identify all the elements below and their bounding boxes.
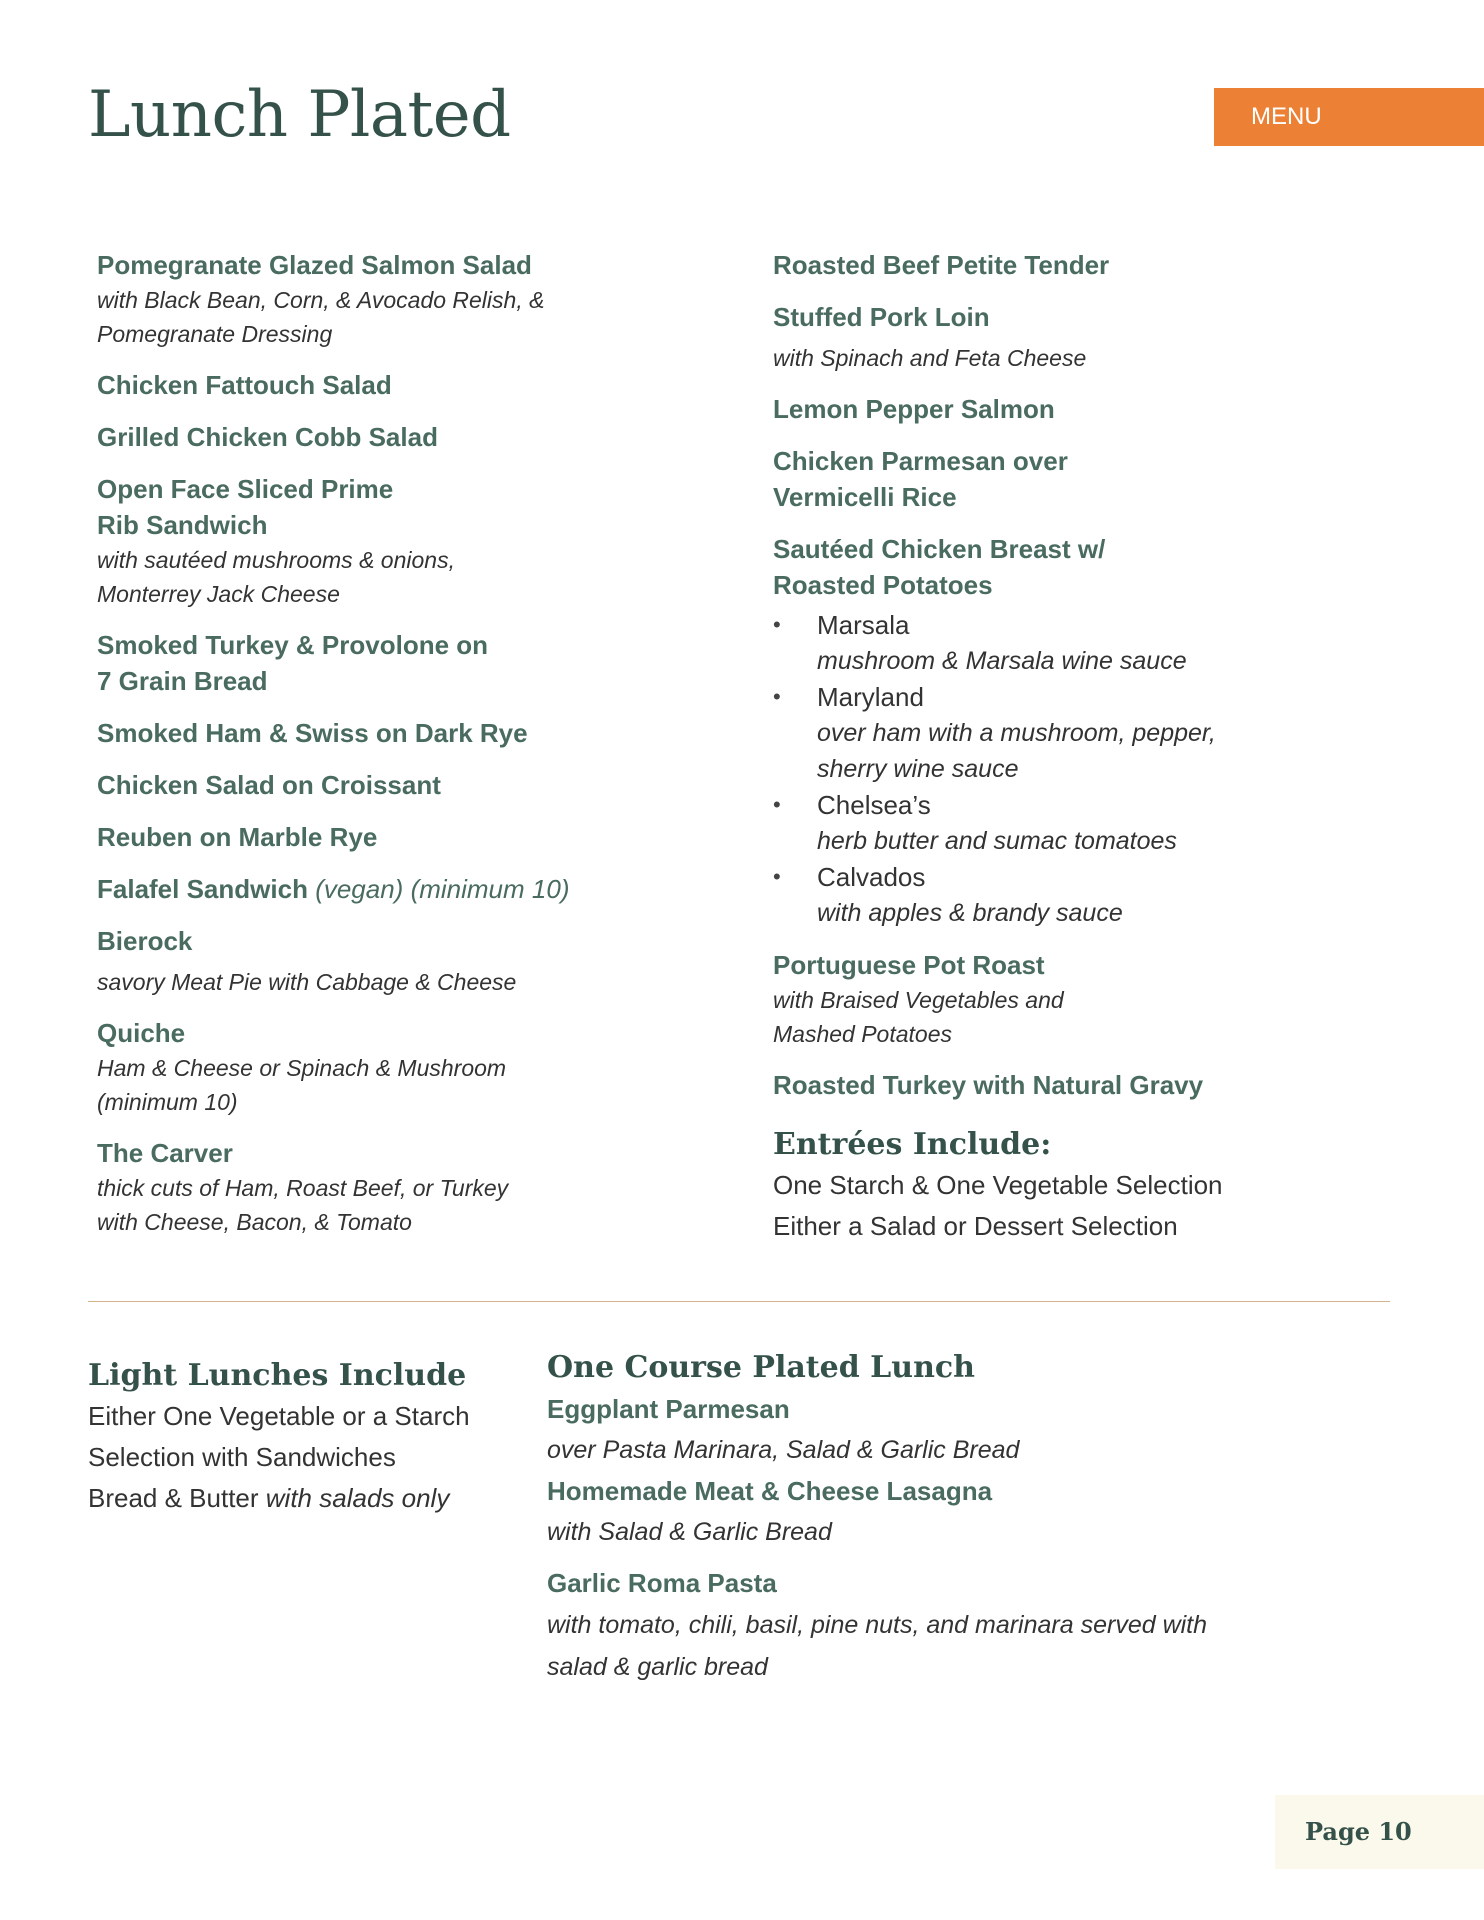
bullet: •	[773, 864, 781, 889]
menu-item-portuguese-pot-roast	[773, 947, 1293, 1051]
menu-item-quiche	[97, 1015, 657, 1119]
item-title: Rib Sandwich	[97, 510, 268, 540]
left-menu-column	[97, 247, 657, 1255]
item-title: Eggplant Parmesan	[547, 1394, 790, 1424]
item-title: Garlic Roma Pasta	[547, 1568, 777, 1598]
item-description: with Cheese, Bacon, & Tomato	[97, 1209, 412, 1235]
menu-tab[interactable]: MENU	[1214, 88, 1484, 146]
light-lunches-heading: Light Lunches Include	[88, 1358, 467, 1393]
entrees-include	[773, 1125, 1293, 1247]
item-title: Homemade Meat & Cheese Lasagna	[547, 1476, 993, 1506]
item-note: (vegan) (minimum 10)	[315, 874, 570, 904]
light-lunches-line	[88, 1478, 508, 1519]
light-lunches-line: Either One Vegetable or a Starch	[88, 1401, 470, 1431]
light-lunches-line: Selection with Sandwiches	[88, 1442, 396, 1472]
page-title: Lunch Plated	[88, 78, 511, 152]
item-title-text: Falafel Sandwich	[97, 874, 308, 904]
menu-item-eggplant-parmesan	[547, 1388, 1307, 1470]
item-description: Ham & Cheese or Spinach & Mushroom	[97, 1055, 507, 1081]
variety-description: with apples & brandy sauce	[817, 899, 1123, 927]
item-title: Stuffed Pork Loin	[773, 302, 990, 332]
item-description: Pomegranate Dressing	[97, 321, 333, 347]
variety-description: mushroom & Marsala wine sauce	[817, 647, 1187, 675]
list-item	[773, 787, 1293, 859]
menu-item-ham-swiss	[97, 715, 657, 751]
includes-line: One Starch & One Vegetable Selection	[773, 1170, 1223, 1200]
menu-item-fattouch-salad	[97, 367, 657, 403]
item-title: Vermicelli Rice	[773, 482, 957, 512]
item-description: over Pasta Marinara, Salad & Garlic Bread	[547, 1436, 1020, 1464]
item-description: with Spinach and Feta Cheese	[773, 345, 1087, 371]
item-title: Bierock	[97, 926, 193, 956]
item-title: Smoked Turkey & Provolone on	[97, 630, 489, 660]
item-description: Monterrey Jack Cheese	[97, 581, 340, 607]
item-title: Roasted Potatoes	[773, 570, 993, 600]
list-item	[773, 607, 1293, 679]
menu-item-bierock	[97, 923, 657, 999]
item-description: with tomato, chili, basil, pine nuts, and marinara served with	[547, 1611, 1208, 1639]
bread-line: Bread & Butter	[88, 1483, 259, 1513]
item-description: with Braised Vegetables and	[773, 987, 1064, 1013]
item-title: Lemon Pepper Salmon	[773, 394, 1055, 424]
menu-item-salmon-salad	[97, 247, 657, 351]
item-description: savory Meat Pie with Cabbage & Cheese	[97, 969, 517, 995]
bullet: •	[773, 612, 781, 637]
item-title: Grilled Chicken Cobb Salad	[97, 422, 438, 452]
menu-item-prime-rib-sandwich	[97, 471, 657, 611]
variety-name: Maryland	[817, 682, 924, 712]
list-item	[773, 679, 1293, 787]
item-title: Sautéed Chicken Breast w/	[773, 534, 1106, 564]
menu-item-stuffed-pork-loin	[773, 299, 1293, 375]
menu-item-turkey-provolone	[97, 627, 657, 699]
item-title: Roasted Beef Petite Tender	[773, 250, 1110, 280]
bullet: •	[773, 684, 781, 709]
item-title: Portuguese Pot Roast	[773, 950, 1045, 980]
menu-item-roasted-turkey	[773, 1067, 1293, 1103]
menu-item-lemon-pepper-salmon	[773, 391, 1293, 427]
item-title: 7 Grain Bread	[97, 666, 268, 696]
one-course-section	[547, 1348, 1307, 1688]
menu-item-cobb-salad	[97, 419, 657, 455]
item-description: thick cuts of Ham, Roast Beef, or Turkey	[97, 1175, 509, 1201]
item-description: salad & garlic bread	[547, 1653, 768, 1681]
item-title: Open Face Sliced Prime	[97, 474, 394, 504]
menu-item-sauteed-chicken-breast	[773, 531, 1293, 931]
list-item	[773, 859, 1293, 931]
chicken-variety-list	[773, 607, 1293, 931]
item-description: with Black Bean, Corn, & Avocado Relish, &	[97, 287, 545, 313]
includes-line: Either a Salad or Dessert Selection	[773, 1211, 1178, 1241]
menu-item-garlic-roma-pasta	[547, 1562, 1307, 1688]
menu-item-chicken-salad-croissant	[97, 767, 657, 803]
section-divider	[88, 1301, 1390, 1302]
menu-item-chicken-parmesan	[773, 443, 1293, 515]
menu-item-the-carver	[97, 1135, 657, 1239]
variety-name: Calvados	[817, 862, 926, 892]
variety-description: sherry wine sauce	[817, 755, 1019, 783]
item-title: Roasted Turkey with Natural Gravy	[773, 1070, 1204, 1100]
item-description: (minimum 10)	[97, 1089, 238, 1115]
variety-description: over ham with a mushroom, pepper,	[817, 719, 1216, 747]
item-title: Chicken Parmesan over	[773, 446, 1068, 476]
one-course-heading: One Course Plated Lunch	[547, 1350, 975, 1385]
item-description: Mashed Potatoes	[773, 1021, 953, 1047]
item-description: with Salad & Garlic Bread	[547, 1518, 832, 1546]
item-description: with sautéed mushrooms & onions,	[97, 547, 455, 573]
menu-item-beef-petite-tender	[773, 247, 1293, 283]
variety-description: herb butter and sumac tomatoes	[817, 827, 1177, 855]
item-title: Reuben on Marble Rye	[97, 822, 378, 852]
variety-name: Marsala	[817, 610, 910, 640]
item-title: Chicken Fattouch Salad	[97, 370, 392, 400]
item-title	[97, 871, 657, 907]
page-number: Page 10	[1275, 1795, 1484, 1869]
item-title: Chicken Salad on Croissant	[97, 770, 441, 800]
item-title: The Carver	[97, 1138, 233, 1168]
light-lunches-section	[88, 1356, 508, 1519]
right-menu-column	[773, 247, 1293, 1263]
item-title: Smoked Ham & Swiss on Dark Rye	[97, 718, 528, 748]
item-title: Pomegranate Glazed Salmon Salad	[97, 250, 532, 280]
menu-item-lasagna	[547, 1470, 1307, 1552]
entrees-include-heading: Entrées Include:	[773, 1127, 1052, 1162]
bread-note: with salads only	[265, 1483, 450, 1513]
item-title: Quiche	[97, 1018, 186, 1048]
menu-item-falafel-sandwich	[97, 871, 657, 907]
menu-item-reuben	[97, 819, 657, 855]
bullet: •	[773, 792, 781, 817]
variety-name: Chelsea’s	[817, 790, 931, 820]
